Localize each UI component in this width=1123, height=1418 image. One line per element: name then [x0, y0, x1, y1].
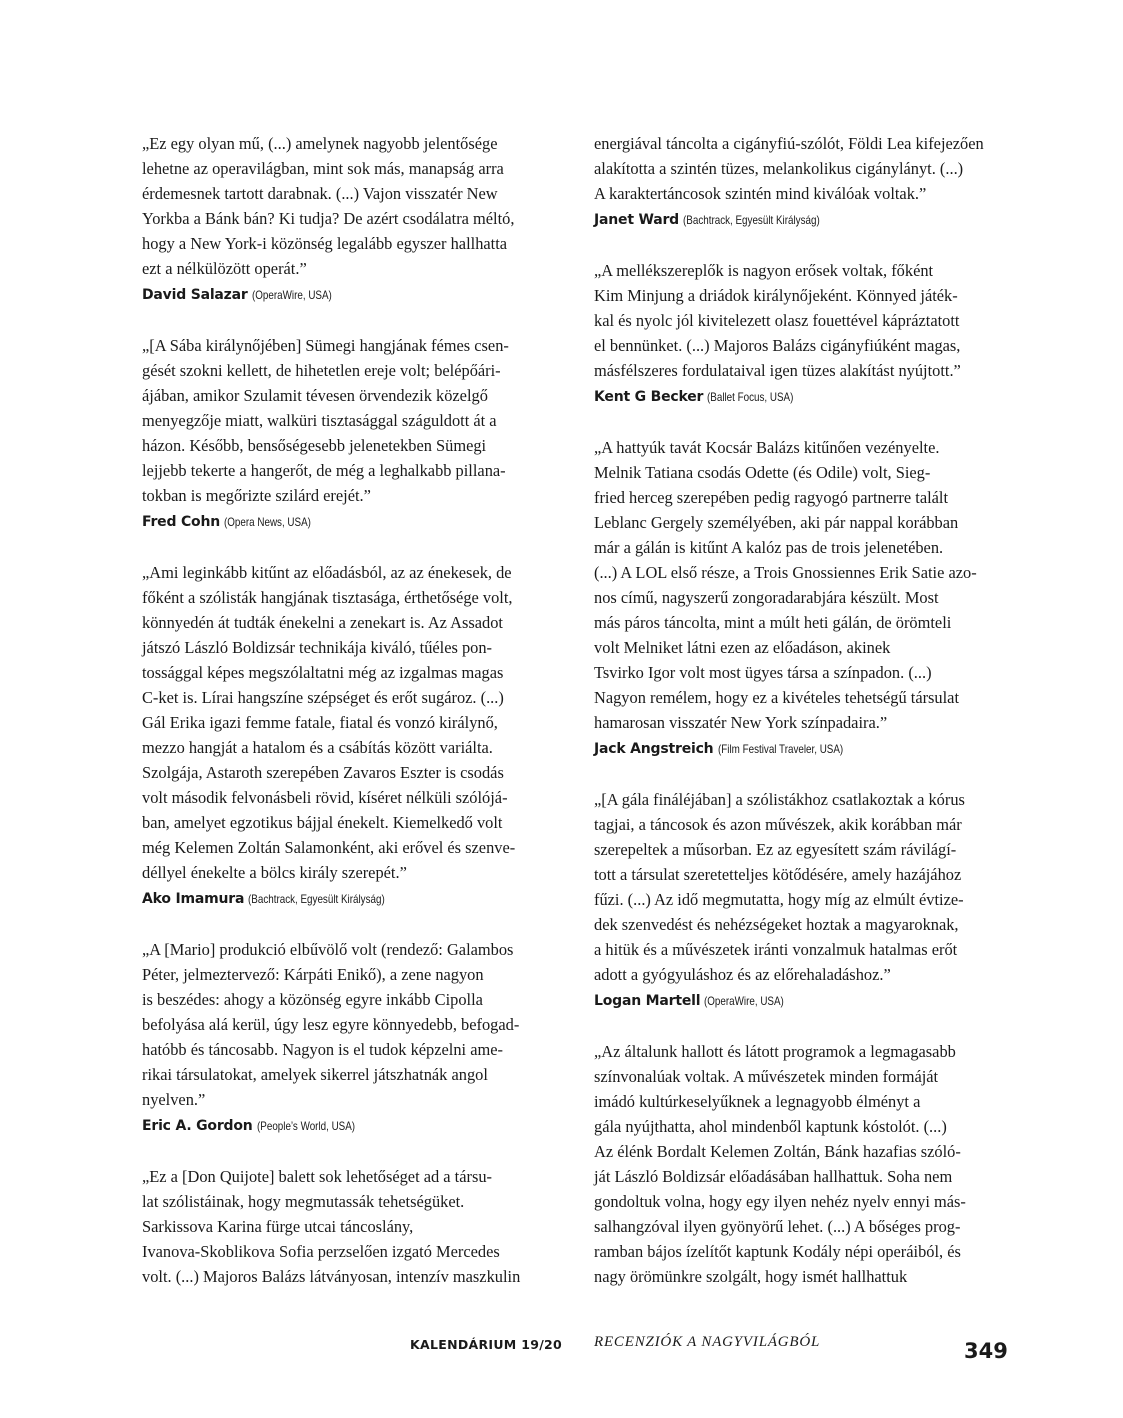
footer-magazine-title: KALENDÁRIUM 19/20 — [410, 1337, 563, 1352]
review-quote: „A [Mario] produkció elbűvölő volt (rendező: Galambos Péter, jelmeztervező: Kárpáti Enikő), a zene nagyon is beszédes: ahogy a közönség egyre inkább Cipolla befolyása alá kerül, úgy lesz egyre könnyedebb, befogad- hatóbb és táncosabb. Nagyon is el tudok képzelni ame- rikai társulatokat, amelyek sikerrel játszhatnák angol nyelven.” — [142, 940, 520, 1109]
review-attribution — [142, 1112, 558, 1139]
review-author: Jack Angstreich — [594, 741, 714, 757]
review-quote: „[A gála fináléjában] a szólistákhoz csatlakoztak a kórus tagjai, a táncosok és azon művészek, akik korábban már szerepeltek a műsorban. Ez az egyesített szám rávilágí- tott a társulat szeretetteljes kötődésére, amely hazájához fűzi. (...) Az idő megmutatta, hogy míg az elmúlt évtize- dek szenvedést és nehézségeket hoztak a magyaroknak, a hitük és a művészetek iránti vonzalmuk hatalmas erőt adott a gyógyuláshoz és az előrehaladáshoz.” — [594, 790, 965, 984]
review-ward-end — [594, 131, 1010, 233]
left-column — [142, 131, 558, 1314]
review-source: (Film Festival Traveler, USA) — [717, 742, 843, 756]
review-salazar — [142, 131, 558, 308]
review-quote: „A mellékszereplők is nagyon erősek voltak, főként Kim Minjung a driádok királynőjeként. Könnyed játék- kal és nyolc jól kivitelezett olasz fouettével kápráztatott el bennünket. (...) Majoros Balázs cigányfiúként magas, másfélszeres fordulataival igen tüzes alakítást nyújtott.” — [594, 261, 961, 380]
review-source: (Ballet Focus, USA) — [707, 390, 794, 404]
review-quote: „A hattyúk tavát Kocsár Balázs kitűnően vezényelte. Melnik Tatiana csodás Odette (és Odile) volt, Sieg- fried herceg szerepében pedig ragyogó partnerre talált Leblanc Gergely személyében, aki pár nappal korábban már a gálán is kitűnt A kalóz pas de trois jelenetében. (...) A LOL első része, a Trois Gnossiennes Erik Satie azo- nos című, nagyszerű zongoradarabjára készült. Most más páros táncolta, mint a múlt heti gálán, de örömteli volt Melniket látni ezen az előadáson, akinek Tsvirko Igor volt most ügyes társa a színpadon. (...) Nagyon remélem, hogy ez a kivételes tehetségű társulat hamarosan visszatér New York színpadaira.” — [594, 438, 977, 732]
review-quote: „[A Sába királynőjében] Sümegi hangjának fémes csen- gését szokni kellett, de hihetetlen ereje volt; belépőári- ájában, amikor Szulamit tévesen örvendezik közelgő menyegzője miatt, walküri tisztasággal száguldott át a házon. Később, bensőségesebb jelenetekben Sümegi lejjebb tekerte a hangerőt, de még a leghalkabb pillana- tokban is megőrizte szilárd erejét.” — [142, 336, 509, 505]
review-imamura — [142, 560, 558, 912]
review-source: (OperaWire, USA) — [704, 994, 785, 1008]
review-source: (OperaWire, USA) — [251, 288, 332, 302]
footer-section-title: RECENZIÓK A NAGYVILÁGBÓL — [594, 1334, 821, 1350]
review-cohn — [142, 333, 558, 535]
review-attribution — [142, 281, 558, 308]
review-quote: „Ez egy olyan mű, (...) amelynek nagyobb jelentősége lehetne az operavilágban, mint sok más, manapság arra érdemesnek tartott darabnak. (...) Vajon visszatér New Yorkba a Bánk bán? Ki tudja? De azért csodálatra méltó, hogy a New York-i közönség legalább egyszer hallhatta ezt a nélkülözött operát.” — [142, 134, 515, 278]
review-author: Kent G Becker — [594, 389, 704, 405]
review-source: (Opera News, USA) — [224, 515, 312, 529]
right-column — [594, 131, 1010, 1314]
review-ward-start — [142, 1164, 558, 1289]
review-final — [594, 1039, 1010, 1289]
page-number: 349 — [964, 1339, 1008, 1363]
review-martell — [594, 787, 1010, 1014]
review-author: Eric A. Gordon — [142, 1118, 253, 1134]
review-author: Janet Ward — [594, 212, 680, 228]
review-author: David Salazar — [142, 287, 248, 303]
review-attribution — [142, 508, 558, 535]
review-quote: „Ez a [Don Quijote] balett sok lehetőséget ad a társu- lat szólistáinak, hogy megmutassák tehetségüket. Sarkissova Karina fürge utcai táncoslány, Ivanova-Skoblikova Sofia perzselően izgató Mercedes volt. (...) Majoros Balázs látványosan, intenzív maszkulin — [142, 1167, 521, 1286]
review-source: (Bachtrack, Egyesült Királyság) — [683, 213, 820, 227]
review-quote: energiával táncolta a cigányfiú-szólót, Földi Lea kifejezően alakította a szintén tüzes, melankolikus cigánylányt. (...) A karaktertáncosok szintén mind kiválóak voltak.” — [594, 134, 984, 203]
review-attribution — [594, 206, 1010, 233]
review-attribution — [594, 383, 1010, 410]
review-author: Fred Cohn — [142, 514, 220, 530]
review-quote: „Az általunk hallott és látott programok a legmagasabb színvonalúak voltak. A művészetek minden formáját imádó kultúrkeselyűknek a legnagyobb élményt a gála nyújthatta, ahol mindenből kaptunk kóstolót. (...) Az élénk Bordalt Kelemen Zoltán, Bánk hazafias szóló- ját László Boldizsár előadásában hallhattuk. Soha nem gondoltuk volna, hogy egy ilyen nehéz nyelv ennyi más- salhangzóval ilyen gyönyörű lehet. (...) A bőséges prog- ramban bájos ízelítőt kaptunk Kodály népi operáiból, és nagy örömünkre szolgált, hogy ismét hallhattuk — [594, 1042, 966, 1286]
review-quote: „Ami leginkább kitűnt az előadásból, az az énekesek, de főként a szólisták hangjának tisztasága, érthetősége volt, könnyedén át tudták énekelni a zenekart is. Az Assadot játszó László Boldizsár technikája kiváló, tűéles pon- tossággal képes megszólaltatni még az izgalmas magas C-ket is. Lírai hangszíne szépséget és erőt sugároz. (...) Gál Erika igazi femme fatale, fiatal és vonzó királynő, mezzo hangját a hatalom és a csábítás között variálta. Szolgája, Astaroth szerepében Zavaros Eszter is csodás volt második felvonásbeli rövid, kíséret nélküli szólójá- ban, amelyet egzotikus bájjal énekelt. Kiemelkedő volt még Kelemen Zoltán Salamonként, aki erővel és szenve- déllyel énekelte a bölcs király szerepét.” — [142, 563, 516, 882]
review-angstreich — [594, 435, 1010, 762]
page-footer — [0, 1334, 1123, 1364]
review-attribution — [142, 885, 558, 912]
review-becker — [594, 258, 1010, 410]
review-attribution — [594, 987, 1010, 1014]
review-attribution — [594, 735, 1010, 762]
review-source: (People’s World, USA) — [256, 1119, 355, 1133]
review-author: Ako Imamura — [142, 891, 245, 907]
review-author: Logan Martell — [594, 993, 701, 1009]
review-gordon — [142, 937, 558, 1139]
review-source: (Bachtrack, Egyesült Királyság) — [248, 892, 386, 906]
